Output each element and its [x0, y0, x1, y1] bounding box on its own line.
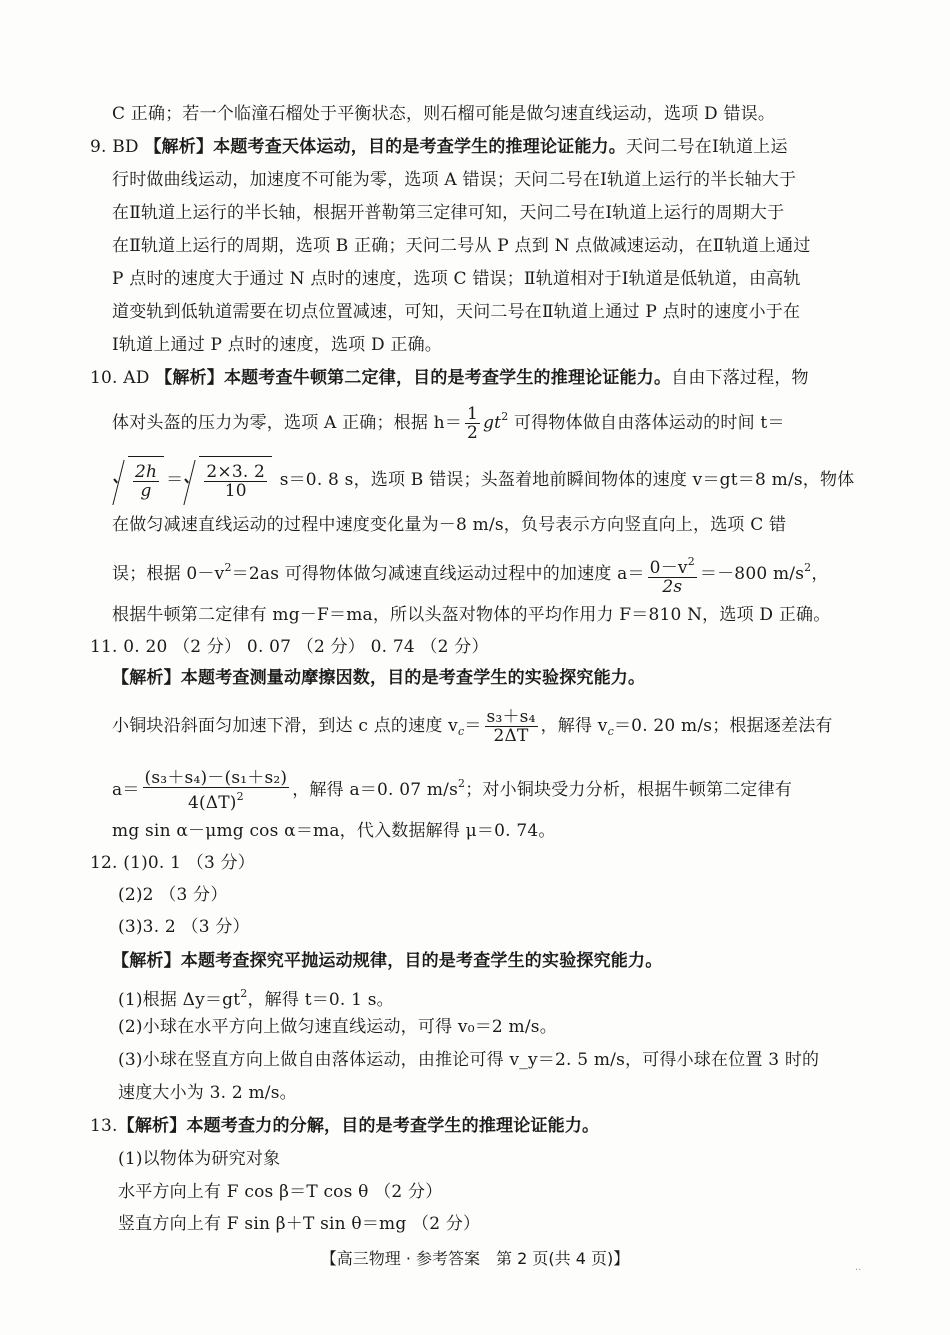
denominator: 10 — [224, 481, 247, 501]
question-number: 10. AD — [90, 368, 156, 388]
text-span: ， — [811, 564, 829, 584]
numerator: (s₃＋s₄)－(s₁＋s₂) — [144, 768, 288, 788]
equals-sign: ＝ — [166, 470, 184, 490]
page-footer: 【高三物理 · 参考答案 第 2 页(共 4 页)】 — [320, 1249, 630, 1268]
text-line: 竖直方向上有 F sin β＋T sin θ＝mg （2 分） — [118, 1214, 481, 1234]
text-span: ＝2as 可得物体做匀减速直线运动过程中的加速度 a＝ — [231, 564, 645, 584]
superscript: 2 — [236, 790, 244, 803]
denominator: 2s — [662, 577, 683, 597]
text-span: ＝ — [464, 716, 482, 736]
text-span: (1)根据 Δy＝gt — [118, 990, 241, 1010]
text-line: 行时做曲线运动，加速度不可能为零，选项 A 错误；天问二号在Ⅰ轨道上运行的半长轴大于 — [112, 170, 797, 190]
subscript: c — [457, 725, 465, 738]
superscript: 2 — [501, 410, 509, 423]
text-span: ＝－800 m/s — [699, 564, 805, 584]
text-span: ；对小铜块受力分析，根据牛顿第二定律有 — [465, 780, 793, 800]
superscript: 2 — [240, 987, 248, 1000]
superscript: 2 — [224, 561, 232, 574]
text-line: Ⅰ轨道上通过 P 点时的速度，选项 D 正确。 — [112, 335, 442, 355]
text-span: ，解得 a＝0. 07 m/s — [292, 780, 459, 800]
question-11-answers: 11. 0. 20 （2 分） 0. 07 （2 分） 0. 74 （2 分） — [90, 637, 489, 657]
fraction-acceleration — [648, 553, 697, 596]
text-line: 道变轨到低轨道需要在切点位置减速，可知，天问二号在Ⅱ轨道上通过 P 点时的速度小于在 — [112, 302, 801, 322]
text-line: (1)以物体为研究对象 — [118, 1149, 281, 1169]
text-span: ，解得 v — [540, 716, 608, 736]
text-span: 误；根据 0－v — [112, 564, 225, 584]
fraction — [204, 463, 267, 500]
analysis-heading: 【解析】本题考查探究平抛运动规律，目的是考查学生的实验探究能力。 — [112, 951, 663, 971]
fraction-successive-difference — [143, 769, 290, 812]
denominator: 2ΔT — [493, 726, 529, 746]
numerator: 1 — [467, 404, 479, 424]
denominator — [143, 788, 290, 812]
numerator: 2h — [135, 462, 158, 482]
text-span: 0－v — [649, 558, 688, 578]
text-span: 体对头盔的压力为零，选项 A 正确；根据 h＝ — [112, 413, 463, 433]
fraction-vc — [485, 708, 538, 745]
sqrt-2h-over-g — [114, 456, 164, 505]
question-number: 13. — [90, 1116, 118, 1136]
denominator: g — [140, 481, 152, 501]
subscript: c — [607, 725, 614, 738]
text-span: 可得物体做自由落体运动的时间 t＝ — [508, 413, 785, 433]
superscript: 2 — [804, 561, 812, 574]
superscript: 2 — [458, 777, 466, 790]
formula-line — [112, 704, 833, 754]
question-12-answer-3: (3)3. 2 （3 分） — [118, 917, 250, 937]
question-number: 9. BD — [90, 137, 145, 157]
text-span: ＝0. 20 m/s；根据逐差法有 — [613, 716, 833, 736]
text-line: (3)小球在竖直方向上做自由落体运动，由推论可得 v_y＝2. 5 m/s，可得小球在位置 3 时的 — [118, 1050, 820, 1070]
question-12-answer-2: (2)2 （3 分） — [118, 885, 228, 905]
question-12-answer-1: 12. (1)0. 1 （3 分） — [90, 853, 255, 873]
numerator — [648, 553, 697, 578]
text-line: 速度大小为 3. 2 m/s。 — [118, 1083, 297, 1103]
text-line: 根据牛顿第二定律有 mg－F＝ma，所以头盔对物体的平均作用力 F＝810 N，选项 D 正确。 — [112, 605, 831, 625]
formula-line — [112, 762, 792, 812]
sqrt-numeric — [185, 456, 272, 505]
text-line: (2)小球在水平方向上做匀速直线运动，可得 v₀＝2 m/s。 — [118, 1017, 557, 1037]
text-span: gt — [483, 413, 502, 433]
fraction — [133, 463, 159, 500]
formula-line — [112, 456, 854, 505]
text-line: P 点时的速度大于通过 N 点时的速度，选项 C 错误；Ⅱ轨道相对于Ⅰ轨道是低轨道，由高轨 — [112, 269, 801, 289]
text-span: 4(ΔT) — [187, 793, 237, 813]
text-line: C 正确；若一个临潼石榴处于平衡状态，则石榴可能是做匀速直线运动，选项 D 错误。 — [112, 104, 776, 124]
analysis-heading: 【解析】本题考查牛顿第二定律，目的是考查学生的推理论证能力。 — [155, 368, 672, 388]
text-line: mg sin α－μmg cos α＝ma，代入数据解得 μ＝0. 74。 — [112, 821, 556, 841]
text-line: 水平方向上有 F cos β＝T cos θ （2 分） — [118, 1182, 443, 1202]
text-span: a＝ — [112, 780, 140, 800]
fraction-half — [465, 405, 480, 442]
analysis-heading: 【解析】本题考查天体运动，目的是考查学生的推理论证能力。 — [144, 137, 626, 157]
text-line: 在Ⅱ轨道上运行的周期，选项 B 正确；天问二号从 P 点到 N 点做减速运动，在Ⅱ轨道上通过 — [112, 236, 811, 256]
text-span: s＝0. 8 s，选项 B 错误；头盔着地前瞬间物体的速度 v＝gt＝8 m/s，物体 — [279, 470, 855, 490]
analysis-heading: 【解析】本题考查测量动摩擦因数，目的是考查学生的实验探究能力。 — [112, 668, 646, 688]
formula-line — [118, 983, 394, 1011]
formula-line — [112, 546, 829, 596]
text-span: ，解得 t＝0. 1 s。 — [247, 990, 394, 1010]
question-9-first-line — [90, 136, 788, 158]
text-span: 小铜块沿斜面匀加速下滑，到达 c 点的速度 v — [112, 716, 458, 736]
text-span: 自由下落过程，物 — [671, 368, 809, 388]
superscript: 2 — [687, 555, 695, 568]
text-line: 在Ⅱ轨道上运行的半长轴，根据开普勒第三定律可知，天问二号在Ⅰ轨道上运行的周期大于 — [112, 203, 785, 223]
numerator: s₃＋s₄ — [486, 707, 536, 727]
denominator: 2 — [467, 423, 479, 443]
question-10-first-line — [90, 367, 809, 389]
text-span: 天问二号在Ⅰ轨道上运 — [625, 137, 788, 157]
analysis-heading: 【解析】本题考查力的分解，目的是考查学生的推理论证能力。 — [117, 1116, 600, 1136]
text-line: 在做匀减速直线运动的过程中速度变化量为－8 m/s，负号表示方向竖直向上，选项 C 错 — [112, 515, 787, 535]
question-13-first-line — [90, 1115, 599, 1137]
numerator: 2×3. 2 — [206, 462, 266, 482]
scan-mark: .. — [855, 1262, 862, 1273]
formula-line — [112, 397, 785, 443]
